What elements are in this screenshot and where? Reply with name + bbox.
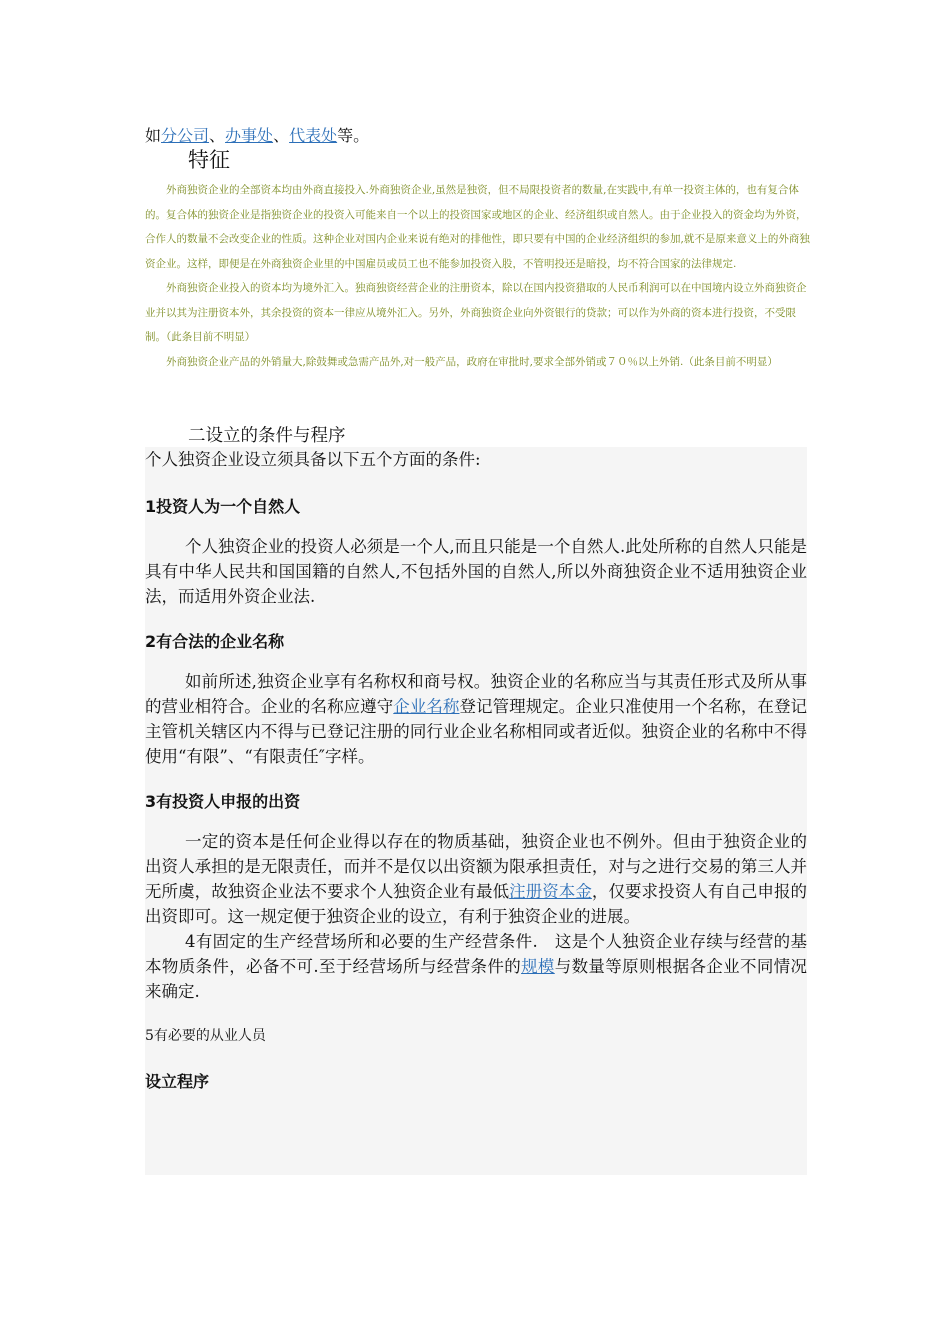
condition-1-body: 个人独资企业的投资人必须是一个人,而且只能是一个自然人.此处所称的自然人只能是具有中华人民共和国国籍的自然人,不包括外国的自然人,所以外商独资企业不适用独资企业法，而适用外资企业法. [145, 537, 807, 606]
features-heading: 特征 [188, 148, 230, 172]
condition-4-text-b: 与数量等原则根据各企业不同情况来确定. [145, 957, 808, 1001]
link-liaison-office[interactable]: 办事处 [225, 126, 274, 145]
condition-4-body [145, 929, 807, 1004]
link-scale[interactable]: 规模 [521, 957, 555, 976]
condition-2-text-a: 如前所述,独资企业享有名称权和商号权。独资企业的名称应当与其责任形式及所从事的营业相符合。企业的名称应遵守 [145, 672, 807, 716]
link-representative-office[interactable]: 代表处 [289, 126, 338, 145]
features-text [145, 178, 813, 374]
intro-line [145, 125, 369, 147]
link-enterprise-name[interactable]: 企业名称 [393, 697, 460, 716]
condition-5: 5有必要的从业人员 [145, 1028, 266, 1044]
section-heading: 二设立的条件与程序 [188, 426, 346, 446]
feature-paragraph: 外商独资企业的全部资本均由外商直接投入.外商独资企业,虽然是独资，但不局限投资者的数量,在实践中,有单一投资主体的，也有复合体的。复合体的独资企业是指独资企业的投资入可能来自一个以上的投资国家或地区的企业、经济组织或自然人。由于企业投入的资金均为外资，合作人的数量不会改变企业的性质。这种企业对国内企业来说有绝对的排他性，即只要有中国的企业经济组织的参加,就不是原来意义上的外商独资企业。这样，即便是在外商独资企业里的中国雇员或员工也不能参加投资入股，不管明投还是暗投，均不符合国家的法律规定. [145, 184, 810, 270]
intro-suffix: 等。 [337, 126, 370, 145]
intro-prefix: 如 [145, 126, 162, 145]
condition-2-text-b: 登记管理规定。企业只准使用一个名称，在登记主管机关辖区内不得与已登记注册的同行业企业名称相同或者近似。独资企业的名称中不得使用“有限”、“有限责任″字样。 [145, 697, 808, 766]
condition-4-text-a: 4有固定的生产经营场所和必要的生产经营条件. 这是个人独资企业存续与经营的基本物质条件，必备不可.至于经营场所与经营条件的 [145, 932, 807, 976]
feature-paragraph: 外商独资企业投入的资本均为境外汇入。独商独资经营企业的注册资本，除以在国内投资猎取的人民币利润可以在中国境内设立外商独资企业并以其为注册资本外，其余投资的资本一律应从境外汇入。另外，外商独资企业向外资银行的贷款；可以作为外商的资本进行投资，不受限制。（此条目前不明显） [145, 282, 807, 343]
conditions-lead: 个人独资企业设立须具备以下五个方面的条件: [145, 450, 481, 469]
condition-3-text-a: 一定的资本是任何企业得以存在的物质基础，独资企业也不例外。但由于独资企业的出资人承担的是无限责任，而并不是仅以出资额为限承担责任，对与之进行交易的第三人并无所虞，故独资企业法不要求个人独资企业有最低 [145, 832, 807, 901]
conditions-content [145, 447, 807, 1094]
procedure-title: 设立程序 [145, 1072, 210, 1091]
condition-2-body [145, 669, 807, 769]
intro-separator-2: 、 [273, 126, 290, 145]
condition-3-body [145, 829, 807, 929]
intro-separator-1: 、 [209, 126, 226, 145]
feature-paragraph: 外商独资企业产品的外销量大,除鼓舞或急需产品外,对一般产品，政府在审批时,要求全部外销或７０％以上外销.（此条目前不明显） [166, 355, 778, 368]
link-branch-office[interactable]: 分公司 [161, 126, 210, 145]
condition-3-title: 3有投资人申报的出资 [145, 792, 301, 811]
condition-1-title: 1投资人为一个自然人 [145, 497, 301, 516]
condition-2-title: 2有合法的企业名称 [145, 632, 285, 651]
link-registered-capital[interactable]: 注册资本金 [509, 882, 592, 901]
condition-3-text-b: ，仅要求投资人有自己申报的出资即可。这一规定便于独资企业的设立，有利于独资企业的进展。 [145, 882, 808, 926]
